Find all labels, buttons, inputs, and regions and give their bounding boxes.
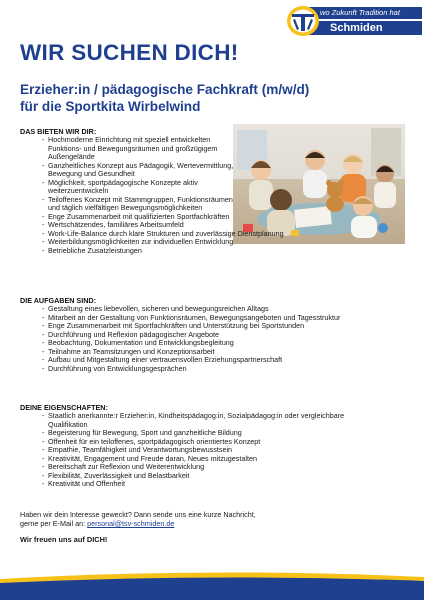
list-item: - Teiloffenes Konzept mit Stammgruppen, Funktionsräumen und täglich vielfältigen Bewegungsmöglichkeiten xyxy=(20,196,240,213)
page-title: WIR SUCHEN DICH! xyxy=(20,40,239,65)
list-item: - Hochmoderne Einrichtung mit speziell entwickelten Funktions- und Bewegungsräumen und großzügigem Außengelände xyxy=(20,136,240,162)
closing-text: Wir freuen uns auf DICH! xyxy=(20,535,108,544)
list-item: - Beobachtung, Dokumentation und Entwicklungsbegleitung xyxy=(20,339,360,348)
list-item: - Teilnahme an Teamsitzungen und Konzeptionsarbeit xyxy=(20,348,360,357)
offer-section-title: DAS BIETEN WIR DIR: xyxy=(20,127,97,136)
list-item: - Empathie, Teamfähigkeit und Verantwortungsbewusstsein xyxy=(20,446,360,455)
list-item: - Mitarbeit an der Gestaltung von Funktionsräumen, Bewegungsangeboten und Tagesstruktur xyxy=(20,314,360,323)
list-item: - Ganzheitliches Konzept aus Pädagogik, Wertevermittlung, Bewegung und Gesundheit xyxy=(20,162,240,179)
list-item: - Offenheit für ein teiloffenes, sportpädagogisch orientiertes Konzept xyxy=(20,438,360,447)
list-item: - Kreativität, Engagement und Freude daran, Neues mitzugestalten xyxy=(20,455,360,464)
footer-wave-decoration xyxy=(0,569,424,600)
list-item: - Work-Life-Balance durch klare Strukturen und zuverlässige Dienstplanung xyxy=(20,230,398,239)
logo-tagline: wo Zukunft Tradition hat xyxy=(320,8,400,17)
email-link[interactable]: personal@tsv-schmiden.de xyxy=(87,519,175,528)
job-title xyxy=(20,81,309,115)
list-item: - Enge Zusammenarbeit mit Sportfachkräften und Unterstützung bei Sportstunden xyxy=(20,322,360,331)
list-item: - Staatlich anerkannte:r Erzieher:in, Kindheitspädagog:in, Sozialpädagog:in oder vergleichbare Qualifikation xyxy=(20,412,360,429)
list-item: - Begeisterung für Bewegung, Sport und ganzheitliche Bildung xyxy=(20,429,360,438)
list-item: - Wertschätzendes, familiäres Arbeitsumfeld xyxy=(20,221,398,230)
tasks-list xyxy=(20,305,360,373)
list-item: - Gestaltung eines liebevollen, sicheren und bewegungsreichen Alltags xyxy=(20,305,360,314)
list-item: - Durchführung und Reflexion pädagogischer Angebote xyxy=(20,331,360,340)
logo-name: Schmiden xyxy=(330,21,383,34)
tsv-badge-icon xyxy=(286,5,322,37)
tasks-section-title: DIE AUFGABEN SIND: xyxy=(20,296,97,305)
job-title-line-2: für die Sportkita Wirbelwind xyxy=(20,99,201,114)
contact-line-2-prefix: gerne per E-Mail an: xyxy=(20,519,88,528)
list-item: - Möglichkeit, sportpädagogische Konzepte aktiv weiterzuentwickeln xyxy=(20,179,240,196)
list-item: - Betriebliche Zusatzleistungen xyxy=(20,247,398,256)
list-item: - Flexibilität, Zuverlässigkeit und Belastbarkeit xyxy=(20,472,360,481)
offer-list xyxy=(20,135,284,255)
club-logo xyxy=(286,5,422,37)
list-item: - Aufbau und Mitgestaltung einer vertrauensvollen Erziehungspartnerschaft xyxy=(20,356,360,365)
contact-text xyxy=(20,510,256,528)
list-item: - Enge Zusammenarbeit mit qualifizierten Sportfachkräften xyxy=(20,213,240,222)
contact-line-1: Haben wir dein Interesse geweckt? Dann sende uns eine kurze Nachricht, xyxy=(20,510,256,519)
list-item: - Kreativität und Offenheit xyxy=(20,480,360,489)
list-item: - Durchführung von Entwicklungsgesprächen xyxy=(20,365,360,374)
qualities-section-title: DEINE EIGENSCHAFTEN: xyxy=(20,403,108,412)
qualities-list xyxy=(20,412,360,489)
list-item: - Bereitschaft zur Reflexion und Weiterentwicklung xyxy=(20,463,360,472)
list-item: - Weiterbildungsmöglichkeiten zur individuellen Entwicklung xyxy=(20,238,398,247)
job-title-line-1: Erzieher:in / pädagogische Fachkraft (m/w/d) xyxy=(20,82,310,97)
